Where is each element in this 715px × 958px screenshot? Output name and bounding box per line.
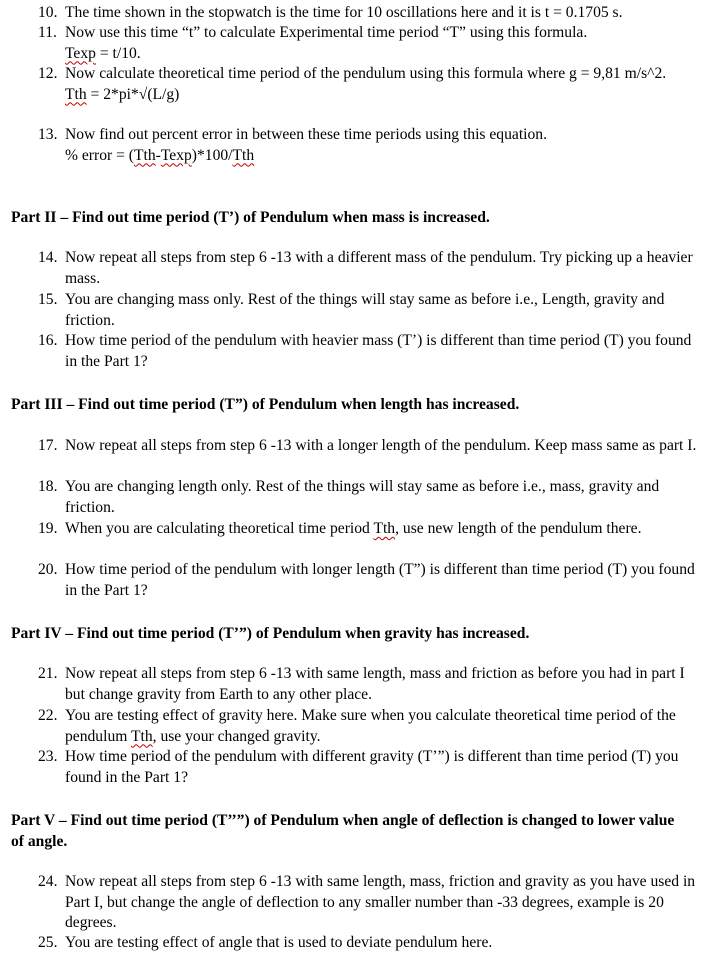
- item-number: 14.: [38, 249, 58, 266]
- list-item-19: [38, 519, 703, 540]
- item-sentence: Now use this time “t” to calculate Experimental time period “T” using this formula.: [65, 24, 588, 41]
- item-text: How time period of the pendulum with different gravity (T’”) is different than time period (T) you found in the Part 1?: [65, 748, 679, 786]
- list-item-15: [38, 290, 703, 331]
- list-item-12: [38, 64, 703, 105]
- list-item-21: [38, 664, 703, 705]
- formula-percent-error: % error = (Tth-Texp)*100/Tth: [65, 146, 255, 164]
- item-text: You are changing length only. Rest of the things will stay same as before i.e., mass, gravity and friction.: [65, 478, 660, 516]
- list-item-13: [38, 125, 703, 166]
- item-number: 17.: [38, 437, 58, 454]
- list-item-20: [38, 560, 703, 601]
- item-text: Now repeat all steps from step 6 -13 with a different mass of the pendulum. Try picking up a heavier mass.: [65, 249, 693, 287]
- item-number: 12.: [38, 65, 58, 82]
- list-item-16: [38, 331, 703, 372]
- item-text: When you are calculating theoretical time period Tth, use new length of the pendulum there.: [65, 520, 642, 537]
- list-item-14: [38, 248, 703, 289]
- heading-part-2: Part II – Find out time period (T’) of Pendulum when mass is increased.: [11, 209, 490, 226]
- item-text: Now repeat all steps from step 6 -13 with a longer length of the pendulum. Keep mass same as part I.: [65, 437, 697, 454]
- heading-part-4: Part IV – Find out time period (T’”) of Pendulum when gravity has increased.: [11, 625, 530, 642]
- item-text: You are testing effect of angle that is used to deviate pendulum here.: [65, 934, 493, 951]
- item-number: 23.: [38, 748, 58, 765]
- item-number: 18.: [38, 478, 58, 495]
- list-item-18: [38, 477, 703, 518]
- heading-part-3: Part III – Find out time period (T”) of Pendulum when length has increased.: [11, 396, 520, 413]
- list-item-11: [38, 23, 703, 64]
- item-text: [65, 125, 703, 166]
- list-item-25: [38, 933, 703, 954]
- heading-part-5: Part V – Find out time period (T’’”) of Pendulum when angle of deflection is changed to lower value of angle.: [11, 812, 675, 850]
- list-item-10: [38, 3, 703, 24]
- item-number: 15.: [38, 291, 58, 308]
- formula-tth: Tth = 2*pi*√(L/g): [65, 85, 180, 103]
- item-text: How time period of the pendulum with heavier mass (T’) is different than time period (T) you found in the Part 1?: [65, 332, 692, 370]
- item-number: 10.: [38, 4, 58, 21]
- item-number: 25.: [38, 934, 58, 951]
- item-number: 20.: [38, 561, 58, 578]
- item-number: 22.: [38, 707, 58, 724]
- item-text: The time shown in the stopwatch is the time for 10 oscillations here and it is t = 0.1705 s.: [65, 4, 623, 21]
- item-text: Now repeat all steps from step 6 -13 with same length, mass and friction as before you had in part I but change gravity from Earth to any other place.: [65, 665, 685, 703]
- item-number: 11.: [38, 24, 57, 41]
- list-item-24: [38, 872, 703, 934]
- item-text: How time period of the pendulum with longer length (T”) is different than time period (T) you found in the Part 1?: [65, 561, 695, 599]
- item-sentence: Now find out percent error in between these time periods using this equation.: [65, 126, 547, 143]
- item-number: 16.: [38, 332, 58, 349]
- item-text: You are testing effect of gravity here. Make sure when you calculate theoretical time period of the pendulum Tth, use your changed gravity.: [65, 707, 676, 745]
- item-number: 24.: [38, 873, 58, 890]
- item-text: Now repeat all steps from step 6 -13 with same length, mass, friction and gravity as you have used in Part I, but change the angle of deflection to any smaller number than -33 degrees, example is 20 degrees.: [65, 873, 696, 931]
- item-text: [65, 64, 703, 105]
- item-sentence: Now calculate theoretical time period of the pendulum using this formula where g = 9,81 m/s^2.: [65, 65, 667, 82]
- item-number: 21.: [38, 665, 58, 682]
- formula-texp: Texp = t/10.: [65, 44, 141, 62]
- item-text: [65, 23, 703, 64]
- item-text: You are changing mass only. Rest of the things will stay same as before i.e., Length, gravity and friction.: [65, 291, 665, 329]
- item-number: 13.: [38, 126, 58, 143]
- item-number: 19.: [38, 520, 58, 537]
- list-item-23: [38, 747, 703, 788]
- list-item-17: [38, 436, 703, 457]
- list-item-22: [38, 706, 703, 747]
